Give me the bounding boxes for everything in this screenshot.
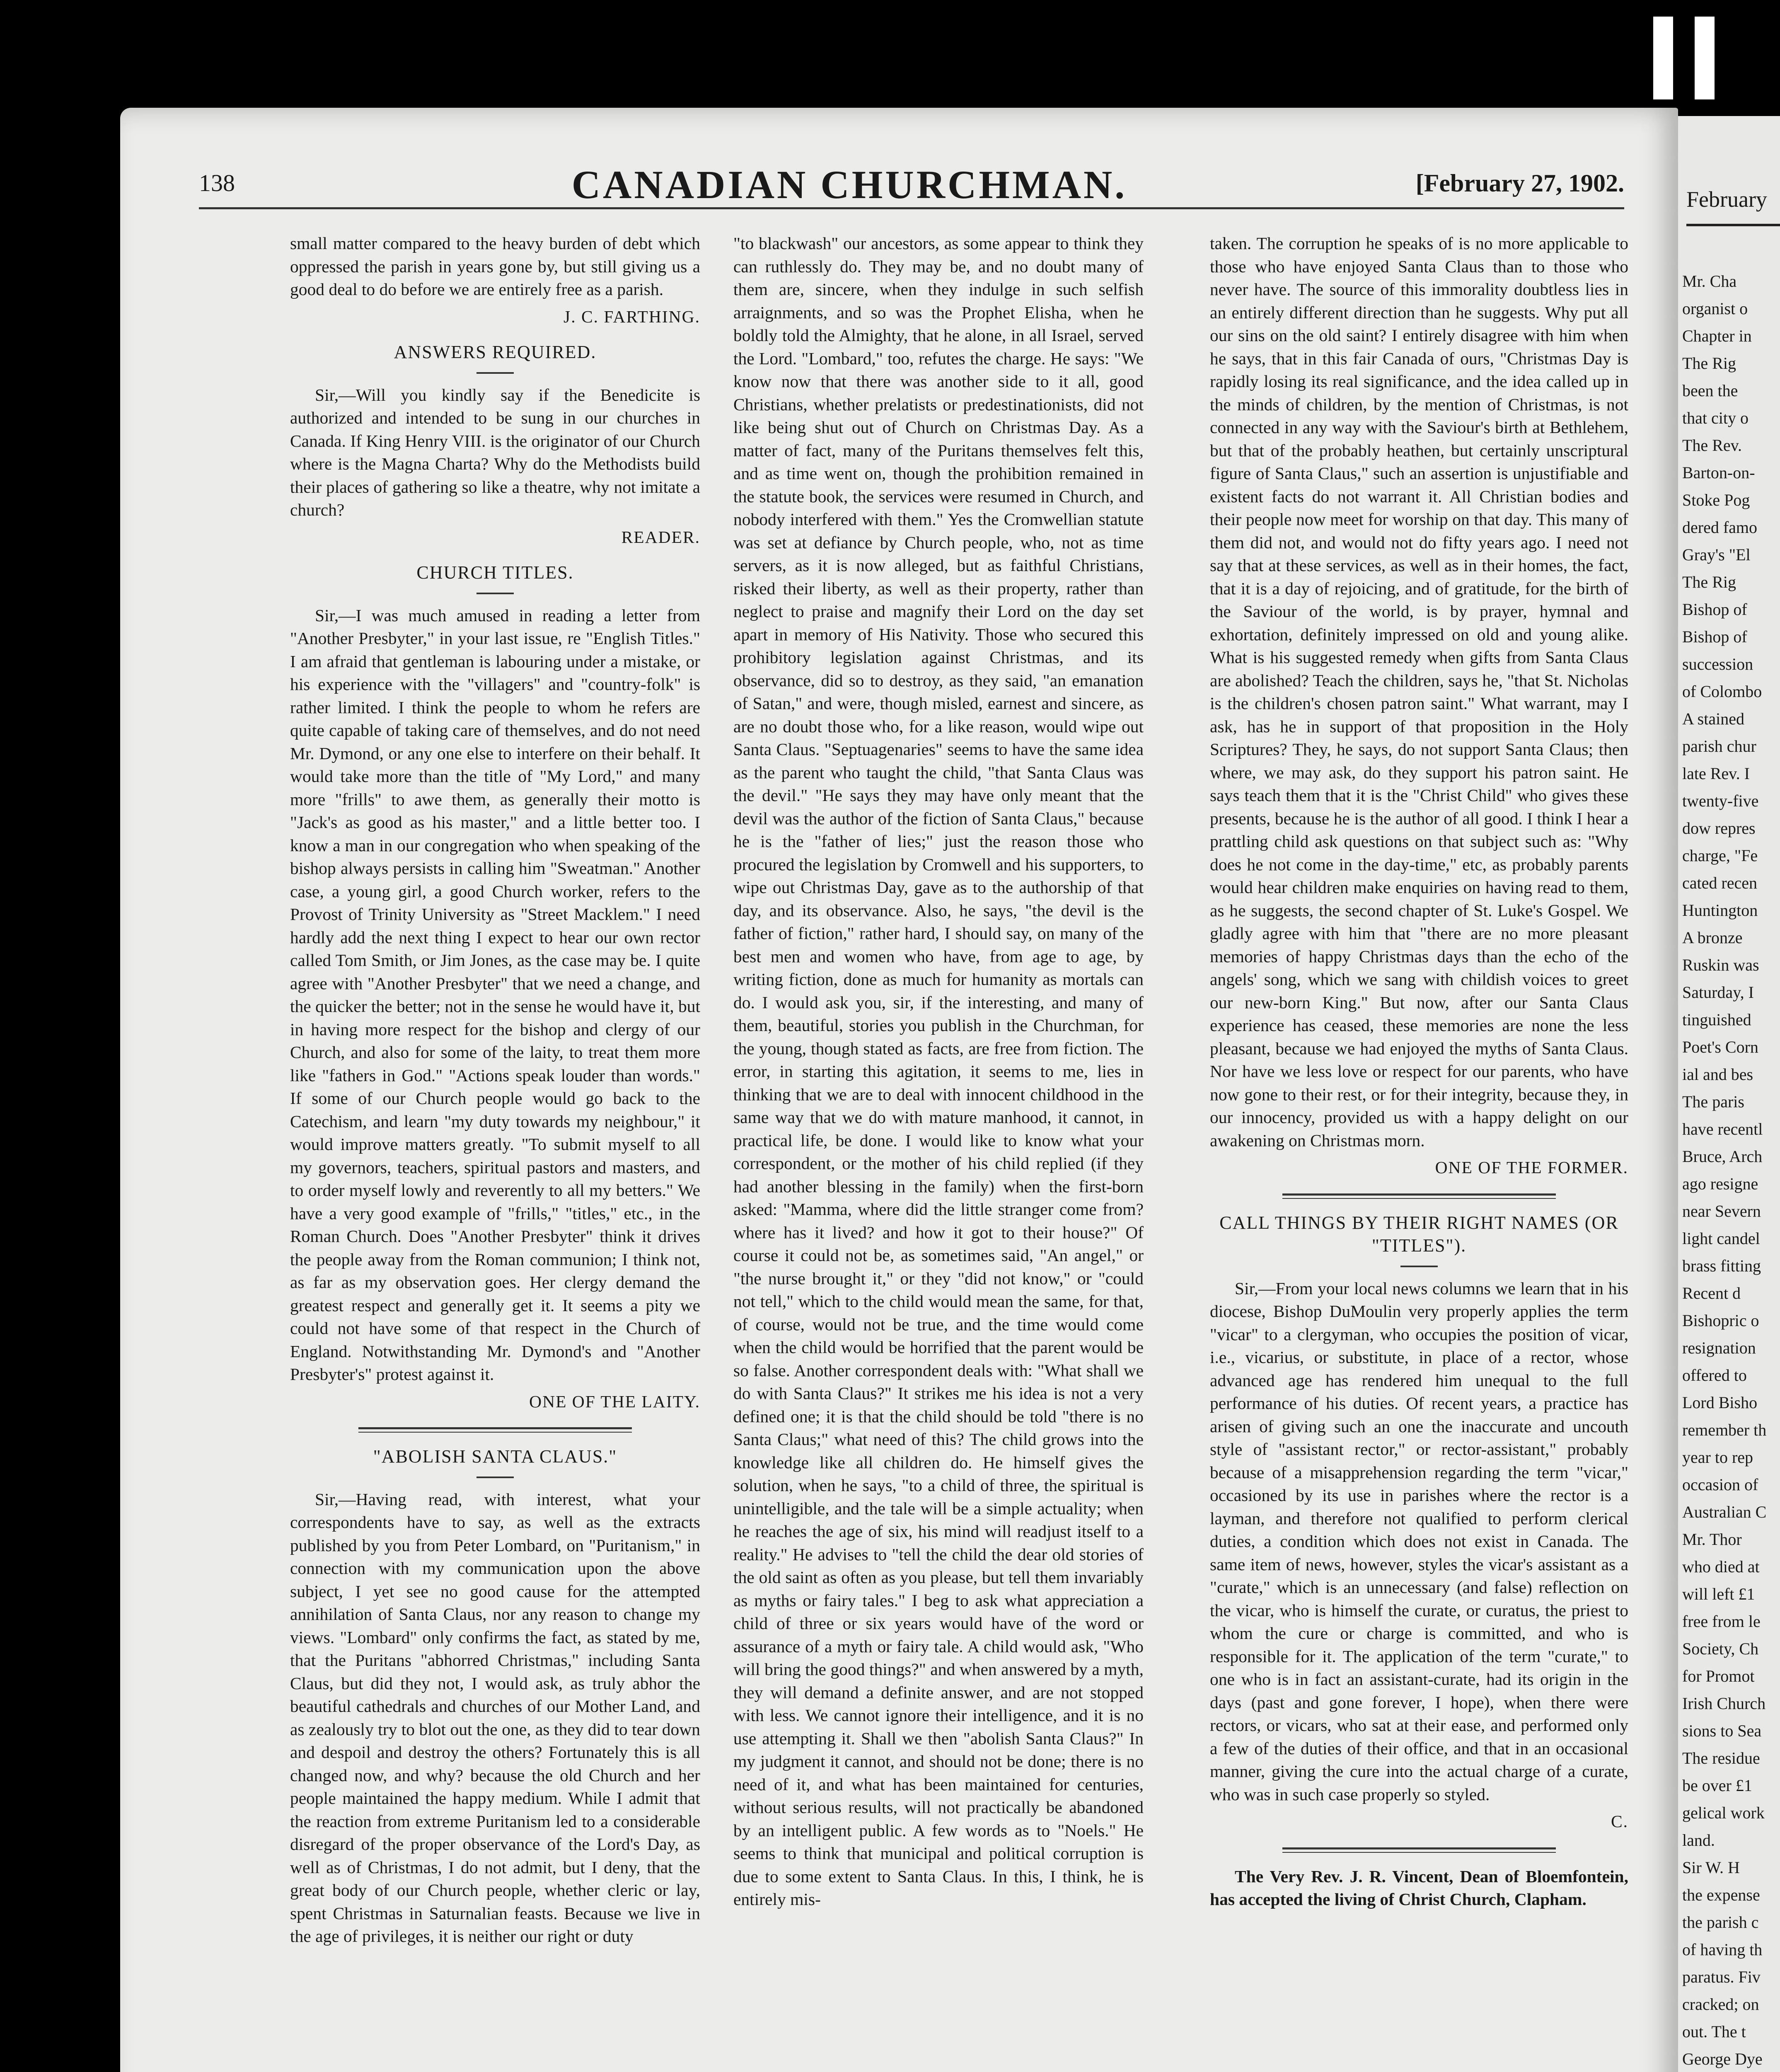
page-header — [199, 162, 1624, 207]
adjacent-page-line: The Rig — [1682, 573, 1736, 591]
letter-church-titles: Sir,—I was much amused in reading a letter from "Another Presbyter," in your last issue, re "English Titles." I am afraid that gentleman is labouring under a mistake, or his experience with the "villagers" and "country-folk" is rather limited. I think the people to whom he refers are quite capable of taking care of themselves, and do not need Mr. Dymond, or any one else to interfere on their behalf. It would take more than the title of "My Lord," and many more "frills" to awe them, as generally their motto is "Jack's as good as his master," and a little better too. I know a man in our congregation who when speaking of the bishop always persists in calling him "Sweatman." Another case, a young girl, a good Church worker, refers to the Provost of Trinity University as "Street Macklem." I need hardly add the next thing I expect to hear our own rector called Tom Smith, or Jim Jones, as the case may be. I quite agree with "Another Presbyter" that we need a change, and the quicker the better; not in the sense he would have it, but in having more respect for the bishop and clergy of our Church, and also for some of the laity, to treat them more like "fathers in God." "Actions speak louder than words." If some of our Church people would go back to the Catechism, and learn "my duty towards my neighbour," it would improve matters greatly. "To submit myself to all my governors, teachers, spiritual pastors and masters, and to order myself lowly and reverently to all my betters." We have a very good example of "frills," "titles," etc., in the Roman Church. Does "Another Presbyter" think it drives the people away from the Roman communion; I think not, as far as my observation goes. Her clergy demand the greatest respect and generally get it. It seems a pity we could not have some of that respect in the Church of England. Notwithstanding Mr. Dymond's and "Another Presbyter's" protest against it. — [290, 605, 700, 1384]
section-divider — [1282, 1847, 1556, 1853]
signature-reader: READER. — [621, 527, 700, 547]
adjacent-page-line: The paris — [1682, 1092, 1744, 1111]
adjacent-page-line: been the — [1682, 381, 1738, 400]
adjacent-page-line: late Rev. I — [1682, 764, 1750, 783]
adjacent-page-line: Lord Bisho — [1682, 1393, 1758, 1412]
adjacent-page-line: Gray's "El — [1682, 545, 1751, 564]
adjacent-page-line: Bishop of — [1682, 600, 1747, 619]
heading-abolish-santa-claus: "ABOLISH SANTA CLAUS." — [373, 1446, 617, 1467]
heading-church-titles: CHURCH TITLES. — [416, 562, 574, 583]
film-marker-top-right — [1695, 17, 1715, 99]
adjacent-page-line: Barton-on- — [1682, 463, 1755, 482]
adjacent-page-line: have recentl — [1682, 1120, 1763, 1138]
adjacent-page-line: sions to Sea — [1682, 1721, 1762, 1740]
adjacent-page-line: will left £1 — [1682, 1585, 1755, 1603]
adjacent-page-line: land. — [1682, 1831, 1715, 1849]
adjacent-page-line: Chapter in — [1682, 327, 1752, 345]
adjacent-page-line: George Dye — [1682, 2050, 1763, 2068]
adjacent-page-line: of Colombo — [1682, 682, 1762, 701]
adjacent-page-line: cated recen — [1682, 874, 1757, 892]
adjacent-page-line: organist o — [1682, 299, 1748, 318]
adjacent-page-line: be over £1 — [1682, 1776, 1752, 1795]
adjacent-page-line: ago resigne — [1682, 1174, 1758, 1193]
adjacent-page-line: of having th — [1682, 1940, 1763, 1959]
adjacent-page-line: the expense — [1682, 1886, 1760, 1904]
film-marker-top-left — [1653, 17, 1673, 99]
issue-date: [February 27, 1902. — [1415, 169, 1624, 197]
adjacent-page-line: dow repres — [1682, 819, 1756, 838]
adjacent-page-line: The Rig — [1682, 354, 1736, 373]
adjacent-page-line: succession — [1682, 655, 1753, 673]
adjacent-page-line: The residue — [1682, 1749, 1760, 1767]
adjacent-page-line: Saturday, I — [1682, 983, 1754, 1002]
adjacent-page-line: A bronze — [1682, 928, 1743, 947]
adjacent-page-line: occasion of — [1682, 1475, 1758, 1494]
adjacent-page-line: Ruskin was — [1682, 956, 1759, 974]
adjacent-page-line: Mr. Cha — [1682, 272, 1737, 290]
letter-answers-required: Sir,—Will you kindly say if the Benedicite is authorized and intended to be sung in our churches in Canada. If King Henry VIII. is the originator of our Church where is the Magna Charta? Why do the Methodists build their places of gathering so like a theatre, why not imitate a church? — [290, 385, 700, 519]
heading-answers-required: ANSWERS REQUIRED. — [394, 342, 597, 362]
adjacent-page-line: Poet's Corn — [1682, 1038, 1758, 1056]
signature-farthing: J. C. FARTHING. — [564, 307, 700, 326]
adjacent-page-line: out. The t — [1682, 2022, 1746, 2041]
adjacent-page-line: year to rep — [1682, 1448, 1753, 1467]
adjacent-page-date: February — [1686, 187, 1767, 212]
signature-one-of-the-former: ONE OF THE FORMER. — [1435, 1158, 1628, 1177]
adjacent-page-line: near Severn — [1682, 1202, 1761, 1220]
adjacent-page-line: Society, Ch — [1682, 1639, 1759, 1658]
letter-abolish-santa-claus-part3: taken. The corruption he speaks of is no more applicable to those who have enjoyed Santa Claus than to those who never have. The source of this immorality doubtless lies in an entirely different direction than he suggests. Why put all our sins on the old saint? I entirely disagree with him when he says, that in this fair Canada of ours, "Christmas Day is rapidly losing its real significance, and the idea called up in the minds of children, by the mention of Christmas, is not connected in any way with the Saviour's birth at Bethlehem, but that of the probably heathen, but certainly unscriptural figure of Santa Claus," such an assertion is unjustifiable and existent facts do not warrant it. All Christian bodies and their people now meet for worship on that day. This many of them did not, and would not do fifty years ago. I need not say that at these services, as well as in their homes, the fact, that it is a day of rejoicing, and of gratitude, for the birth of the Saviour of the world, is by prayer, hymnal and exhortation, definitely impressed on old and young alike. What is his suggested remedy when gifts from Santa Claus are abolished? Teach the children, says he, "that St. Nicholas is the children's chosen patron saint." What warrant, may I ask, has he in support of that proposition in the Holy Scriptures? They, he says, do not support Santa Claus; then where, we may ask, do they support his patron saint. He says teach them that it is the "Christ Child" who gives these presents, because he is the author of all good. I think I hear a prattling child ask questions on that subject such as: "Why does he not come in the day-time," etc, as probably parents would hear children make enquiries on having read to them, as he suggests, the second chapter of St. Luke's Gospel. We gladly agree with him that "there are no more pleasant memories of happy Christmas days than the echo of the angels' song, which we sang with childish voices to greet our new-born King." But now, after our Santa Claus experience has ceased, these memories are none the less pleasant, because we had enjoyed the myths of Santa Claus. Nor have we less love or respect for our parents, who have now gone to their rest, or for their integrity, because they, in our innocency, provided us with a happy delight on our awakening on Christmas morn. — [1210, 234, 1628, 1150]
adjacent-page-line: gelical work — [1682, 1803, 1765, 1822]
adjacent-page-line: Stoke Pog — [1682, 491, 1750, 509]
adjacent-page-line: brass fitting — [1682, 1256, 1761, 1275]
adjacent-page-line: ial and bes — [1682, 1065, 1753, 1084]
adjacent-page-rule — [1686, 224, 1780, 226]
signature-one-of-the-laity: ONE OF THE LAITY. — [529, 1392, 700, 1411]
heading-rule — [476, 593, 514, 594]
adjacent-page-line: paratus. Fiv — [1682, 1968, 1761, 1986]
adjacent-page-line: Huntington — [1682, 901, 1758, 920]
heading-call-things-by-right-names: CALL THINGS BY THEIR RIGHT NAMES (OR "TITLES"). — [1219, 1212, 1619, 1256]
column-2 — [733, 232, 1144, 1911]
adjacent-page-line: tinguished — [1682, 1010, 1751, 1029]
adjacent-page-line: who died at — [1682, 1557, 1760, 1576]
adjacent-page-edge — [1678, 116, 1780, 2072]
letter-abolish-santa-claus-part2: "to blackwash" our ancestors, as some appear to think they can ruthlessly do. They may be, and no doubt many of them are, sincere, when they indulge in such selfish arraignments, and so was the Prophet Elisha, when he boldly told the Almighty, that he alone, in all Israel, served the Lord. "Lombard," too, refutes the charge. He says: "We know now that there was another side to it all, good Christians, whether prelatists or predestinationists, did not like being shut out of Church on Christmas Day. As a matter of fact, many of the Puritans themselves felt this, and as time went on, though the prohibition remained in the statute book, the services were resumed in Church, and nobody interfered with them." Yes the Cromwellian statute was set at defiance by Church people, who, not as time servers, as it is now alleged, but as faithful Christians, risked their liberty, as well as their property, rather than neglect to praise and magnify their Lord on the day set apart in memory of His Nativity. Those who secured this prohibitory legislation against Christmas, and its observance, did so to destroy, as they said, "an emanation of Satan," and were, though misled, earnest and sincere, as are no doubt those who, for a like reason, would wipe out Santa Claus. "Septuagenaries" seems to have the same idea as the parent who taught the child, "that Santa Claus was the devil." "He says they may have only meant that the devil was the author of the fiction of Santa Claus," because he is the "father of lies;" just the reason those who procured the legislation by Cromwell and his supporters, to wipe out Christmas Day, gave as to the authorship of that day, and its observance. Also, he says, "the devil is the father of fiction," rather hard, I should say, on many of the best men and women who have, from age to age, by writing fiction, done as much for humanity as mortals can do. I would ask you, sir, if the interesting, and many of them, beautiful, stories you publish in the Churchman, for the young, though stated as facts, are free from fiction. The error, in starting this agitation, it seems to me, lies in thinking that we are to deal with innocent childhood in the same way that we do with mature manhood, it cannot, in practical life, be done. I would like to know what your correspondent, or the mother of his child replied (if they had another blessing in the family) when the first-born asked: "Mamma, where did the little stranger come from? where has it lived? and how it got to their house?" Of course it could not be, as sometimes said, "An angel," or "the nurse brought it," or they "did not know," or "could not tell," which to the child would mean the same, for that, of course, would not be true, and the time would come when the child would be horrified that the parent would be so false. Another correspondent deals with: "What shall we do with Santa Claus?" It strikes me his idea is not a very defined one; it is that the child should be told "there is no Santa Claus;" what need of this? The child grows into the knowledge like all children do. He himself gives the solution, when he says, "to a child of three, the spiritual is unintelligible, and the tale will be a simple actuality; when he reaches the age of six, his mind will readjust itself to a reality." He advises to "tell the child the dear old stories of the old saint as often as you please, but tell them invariably as myths or fairy tales." I beg to ask what appreciation a child of three or six years would have of the word or assurance of a myth or fairy tale. A child would ask, "Who will bring the good things?" and when answered by a myth, they will demand a definite answer, and are not stopped with less. We cannot ignore their intelligence, and it is no use attempting it. Shall we then "abolish Santa Claus?" In my judgment it cannot, and should not be done; there is no need of it, and what has been maintained for centuries, without serious results, will not practically be abandoned by an intelligent public. A few words as to "Noels." He seems to think that municipal and political corruption is due to some extent to Santa Claus. In this, I think, he is entirely mis- — [733, 234, 1144, 1909]
adjacent-page-line: light candel — [1682, 1229, 1760, 1248]
adjacent-page-line: resignation — [1682, 1339, 1756, 1357]
adjacent-page-line: Australian C — [1682, 1503, 1767, 1521]
letter-call-things-by-right-names: Sir,—From your local news columns we learn that in his diocese, Bishop DuMoulin very properly applies the term "vicar" to a clergyman, who occupies the position of vicar, i.e., vicarius, or substitute, in place of a rector, whose advanced age has rendered him unequal to the full performance of his duties. Of recent years, a practice has arisen of giving such an one the inaccurate and uncouth style of "assistant rector," or rector-assistant," probably because of a misapprehension regarding the term "vicar," occasioned by its use in parishes where the rector is a layman, and therefore not qualified to perform clerical duties, a condition which does not exist in Canada. The same item of news, however, styles the vicar's assistant as a "curate," which is an unnecessary (and false) reflection on the vicar, who is himself the curate, or curatus, the priest to whom the cure or charge is committed, and who is responsible for it. The application of the term "curate," to one who is in fact an assistant-curate, had its origin in the days (past and gone forever, I hope), when there were rectors, or vicars, who sat at their ease, and performed only a few of the duties of their office, and that in an occasional manner, giving the cure into the actual charge of a curate, who was in such case properly so styled. — [1210, 1278, 1628, 1804]
masthead-title: CANADIAN CHURCHMAN. — [571, 162, 1127, 207]
section-divider — [358, 1427, 632, 1433]
adjacent-page-line: The Rev. — [1682, 436, 1742, 455]
adjacent-page-line: Bishopric o — [1682, 1311, 1759, 1330]
letter-abolish-santa-claus-part1: Sir,—Having read, with interest, what your correspondents have to say, as well as the extracts published by you from Peter Lombard, on "Puritanism," in connection with my communication upon the above subject, I yet see no good cause for the attempted annihilation of Santa Claus, nor any reason to change my views. "Lombard" only confirms the fact, as stated by me, that the Puritans "abhorred Christmas," including Santa Claus, but did they not, I would ask, as truly abhor the beautiful cathedrals and churches of our Mother Land, and as zealously try to blot out the one, as they did to tear down and despoil and destroy the others? Fortunately this is all changed now, and why? because the old Church and her people maintained the happy medium. While I admit that the reaction from extreme Puritanism led to a considerable disregard of the proper observance of the Lord's Day, as well as of Christmas, I do not admit, but I deny, that the great body of our Church people, whether cleric or lay, spent Christmas in Saturnalian feasts. Because we live in the age of privileges, it is neither our right or duty — [290, 1489, 700, 1946]
adjacent-page-line: twenty-five — [1682, 792, 1759, 810]
adjacent-page-line: for Promot — [1682, 1667, 1755, 1685]
adjacent-page-line: the parish c — [1682, 1913, 1759, 1932]
letter-farthing-ending: small matter compared to the heavy burden of debt which oppressed the parish in years gone by, but still giving us a good deal to do before we are entirely free as a parish. — [290, 234, 700, 299]
signature-c: C. — [1611, 1812, 1628, 1831]
adjacent-page-line: Recent d — [1682, 1284, 1741, 1302]
adjacent-page-line: free from le — [1682, 1612, 1761, 1631]
adjacent-page-line: Bruce, Arch — [1682, 1147, 1763, 1166]
header-rule — [199, 207, 1624, 209]
adjacent-page-line: Mr. Thor — [1682, 1530, 1742, 1549]
column-1 — [290, 232, 700, 1948]
adjacent-page-line: cracked; on — [1682, 1995, 1759, 2014]
adjacent-page-line: offered to — [1682, 1366, 1747, 1385]
adjacent-page-line: Bishop of — [1682, 627, 1747, 646]
heading-rule — [476, 1477, 514, 1478]
adjacent-page-line: remember th — [1682, 1421, 1767, 1439]
page-number: 138 — [199, 169, 235, 196]
heading-rule — [1400, 1266, 1438, 1267]
section-divider — [1282, 1193, 1556, 1199]
adjacent-page-line: A stained — [1682, 709, 1744, 728]
adjacent-page-line: parish chur — [1682, 737, 1756, 755]
adjacent-page-line: dered famo — [1682, 518, 1758, 537]
adjacent-page-line: charge, "Fe — [1682, 846, 1758, 865]
adjacent-page-line: Sir W. H — [1682, 1858, 1740, 1877]
column-3 — [1210, 232, 1628, 1911]
news-item-vincent: The Very Rev. J. R. Vincent, Dean of Bloemfontein, has accepted the living of Christ Church, Clapham. — [1210, 1866, 1628, 1909]
heading-rule — [476, 372, 514, 374]
adjacent-page-line: Irish Church — [1682, 1694, 1766, 1713]
adjacent-page-line: that city o — [1682, 409, 1749, 427]
